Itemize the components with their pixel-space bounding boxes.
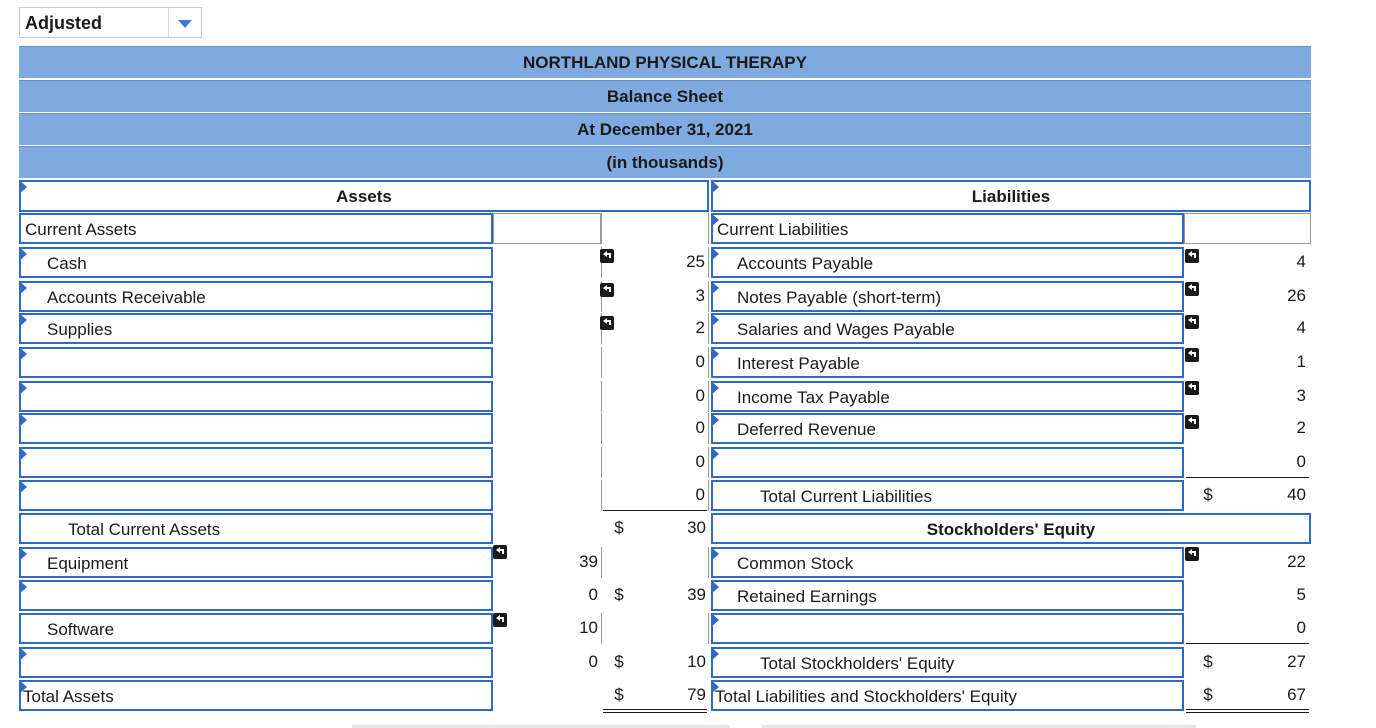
equity-amount-retained-earnings: 5: [1296, 585, 1306, 604]
assets-heading: Assets: [19, 180, 709, 212]
chevron-down-icon[interactable]: [178, 20, 192, 28]
asset-amount-cash: 25: [601, 247, 709, 278]
total-current-assets-label: Total Current Assets: [19, 513, 493, 544]
statement-title: Balance Sheet: [19, 80, 1311, 112]
undo-arrow-icon[interactable]: [600, 249, 614, 263]
current-liabilities-heading: Current Liabilities: [711, 213, 1184, 244]
liability-label-notes-payable[interactable]: Notes Payable (short-term): [711, 281, 1184, 312]
subtotal-underline: [603, 510, 707, 511]
total-current-assets-amount: 30: [687, 518, 706, 537]
currency-sign: $: [1203, 652, 1213, 671]
liability-amount: 0: [1296, 452, 1306, 471]
liability-label-income-tax-payable[interactable]: Income Tax Payable: [711, 381, 1184, 412]
equipment-gross-amount: 39: [579, 552, 598, 571]
asset-label-input[interactable]: [19, 347, 493, 378]
asset-label-accounts-receivable[interactable]: Accounts Receivable: [19, 281, 493, 312]
asset-label-supplies[interactable]: Supplies: [19, 313, 493, 344]
software-gross-amount: 10: [579, 618, 598, 637]
statement-type-dropdown[interactable]: [19, 7, 202, 38]
stockholders-equity-heading: Stockholders' Equity: [711, 513, 1311, 544]
asset-label-input[interactable]: [19, 480, 493, 511]
equipment-less-amount: 0: [588, 585, 598, 604]
dropdown-divider: [168, 8, 169, 37]
statement-units: (in thousands): [19, 146, 1311, 178]
liability-amount-salaries-wages-payable: 4: [1296, 318, 1306, 337]
equity-amount: 0: [1296, 618, 1306, 637]
currency-sign: $: [1203, 485, 1213, 504]
asset-amount: 0: [601, 347, 709, 378]
asset-label-input[interactable]: [19, 413, 493, 444]
asset-amount: 0: [601, 480, 709, 511]
total-liabilities-equity-label: Total Liabilities and Stockholders' Equity: [711, 680, 1184, 711]
liability-label-interest-payable[interactable]: Interest Payable: [711, 347, 1184, 378]
liability-amount-income-tax-payable: 3: [1296, 386, 1306, 405]
liability-amount-notes-payable: 26: [1287, 286, 1306, 305]
asset-label-cash[interactable]: Cash: [19, 247, 493, 278]
total-current-liabilities-amount: 40: [1287, 485, 1306, 504]
total-stockholders-equity-label: Total Stockholders' Equity: [711, 647, 1184, 678]
software-net-amount: 10: [687, 652, 706, 671]
liabilities-heading: Liabilities: [711, 180, 1311, 212]
total-liabilities-equity-amount: 67: [1287, 685, 1306, 704]
undo-arrow-icon[interactable]: [600, 316, 614, 330]
total-double-underline: [603, 709, 707, 713]
asset-amount: 0: [601, 413, 709, 444]
liability-amount-interest-payable: 1: [1296, 352, 1306, 371]
subtotal-underline: [1186, 477, 1309, 478]
asset-label-software[interactable]: Software: [19, 613, 493, 644]
company-name: NORTHLAND PHYSICAL THERAPY: [19, 46, 1311, 78]
equity-label-input[interactable]: [711, 613, 1184, 644]
contra-asset-label-input[interactable]: [19, 580, 493, 611]
currency-sign: $: [614, 585, 624, 604]
subtotal-underline: [1186, 643, 1309, 644]
liability-label-salaries-wages-payable[interactable]: Salaries and Wages Payable: [711, 313, 1184, 344]
currency-sign: $: [614, 652, 624, 671]
contra-asset-label-input[interactable]: [19, 647, 493, 678]
undo-arrow-icon[interactable]: [600, 283, 614, 297]
total-stockholders-equity-amount: 27: [1287, 652, 1306, 671]
equity-label-common-stock[interactable]: Common Stock: [711, 547, 1184, 578]
liability-amount-deferred-revenue: 2: [1296, 418, 1306, 437]
current-assets-heading: Current Assets: [19, 213, 493, 244]
asset-label-input[interactable]: [19, 447, 493, 478]
currency-sign: $: [614, 685, 624, 704]
statement-date: At December 31, 2021: [19, 113, 1311, 145]
dropdown-selected-value: Adjusted: [25, 13, 103, 33]
total-double-underline: [1186, 709, 1309, 713]
software-blank-cell: [601, 613, 709, 644]
asset-amount-supplies: 2: [601, 313, 709, 344]
asset-label-equipment[interactable]: Equipment: [19, 547, 493, 578]
currency-sign: $: [614, 518, 624, 537]
asset-amount-accounts-receivable: 3: [601, 281, 709, 312]
total-assets-amount: 79: [687, 685, 706, 704]
liability-label-deferred-revenue[interactable]: Deferred Revenue: [711, 413, 1184, 444]
liability-label-accounts-payable[interactable]: Accounts Payable: [711, 247, 1184, 278]
currency-sign: $: [1203, 685, 1213, 704]
liability-amount-accounts-payable: 4: [1296, 252, 1306, 271]
assets-blank-cell: [493, 213, 601, 244]
equipment-blank-cell: [601, 547, 709, 578]
total-assets-label: Total Assets: [19, 680, 493, 711]
software-less-amount: 0: [588, 652, 598, 671]
asset-label-input[interactable]: [19, 381, 493, 412]
asset-amount: 0: [601, 381, 709, 412]
equity-label-retained-earnings[interactable]: Retained Earnings: [711, 580, 1184, 611]
total-current-liabilities-label: Total Current Liabilities: [711, 480, 1184, 511]
equipment-net-amount: 39: [687, 585, 706, 604]
equity-amount-common-stock: 22: [1287, 552, 1306, 571]
liabilities-blank-cell: [1184, 213, 1311, 244]
liability-label-input[interactable]: [711, 447, 1184, 478]
assets-blank-cell: [601, 213, 709, 244]
asset-amount: 0: [601, 447, 709, 478]
